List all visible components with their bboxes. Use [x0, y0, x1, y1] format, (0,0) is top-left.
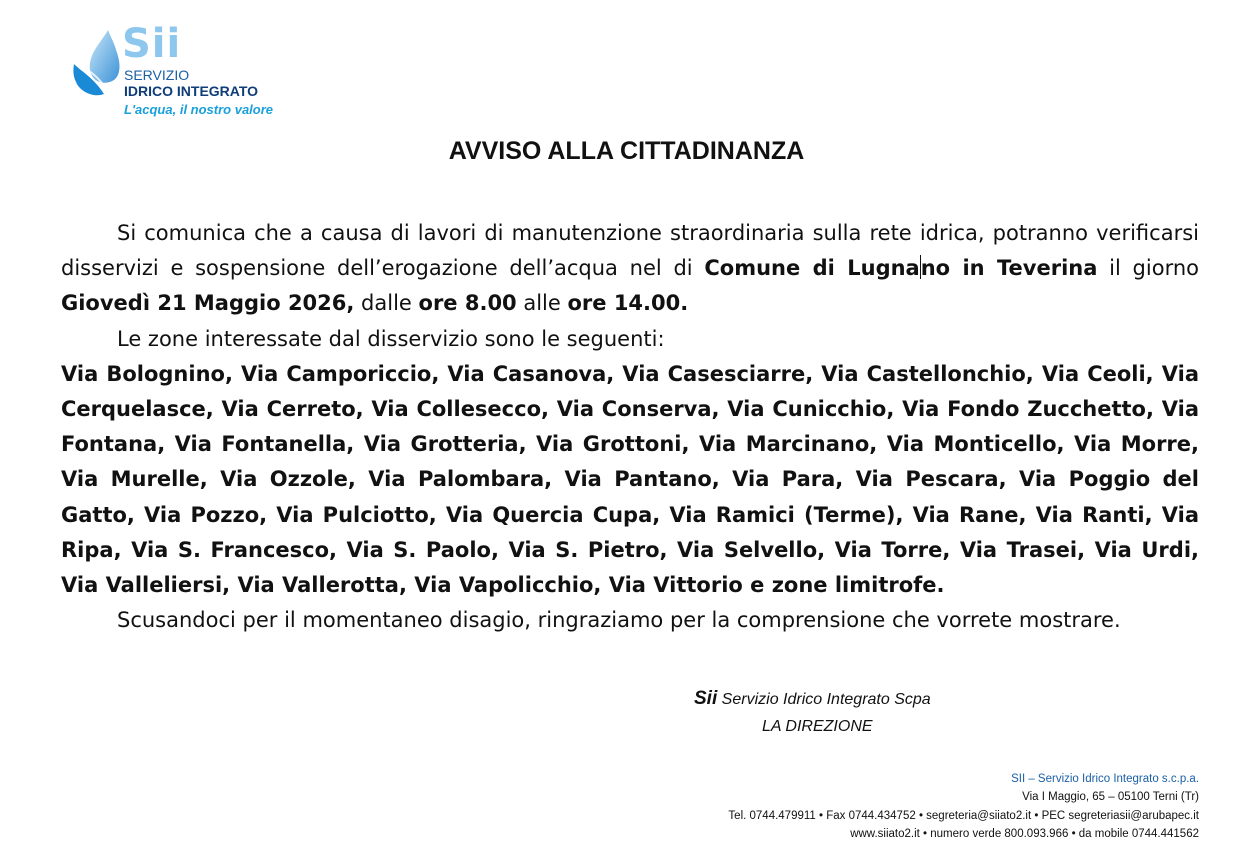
- intro-text-3: dalle: [354, 291, 419, 316]
- closing-paragraph: Scusandoci per il momentaneo disagio, ringraziamo per la comprensione che vorrete mostrare.: [117, 608, 1121, 633]
- footer-contacts: [728, 770, 1199, 844]
- logo-line2: IDRICO INTEGRATO: [124, 83, 259, 99]
- signature-company-name: Servizio Idrico Integrato Scpa: [717, 691, 931, 708]
- notice-title: AVVISO ALLA CITTADINANZA: [448, 137, 805, 165]
- start-time: ore 8.00: [418, 291, 517, 316]
- footer-address: Via I Maggio, 65 – 05100 Terni (Tr): [1022, 791, 1199, 804]
- logo-brand: Sii: [122, 21, 182, 67]
- signature-brand: Sii: [694, 688, 718, 709]
- end-time: ore 14.00.: [567, 291, 689, 316]
- logo-line1: SERVIZIO: [124, 67, 190, 83]
- footer-company: SII – Servizio Idrico Integrato s.c.p.a.: [1011, 773, 1199, 785]
- notice-body: [61, 216, 1199, 638]
- zones-intro: Le zone interessate dal disservizio sono le seguenti:: [117, 326, 665, 351]
- streets-list: Via Bolognino, Via Camporiccio, Via Casanova, Via Casesciarre, Via Castellonchio, Via Ceoli, Via Cerquelasce, Via Cerreto, Via Collesecco, Via Conserva, Via Cunicchio, Via Fondo Zucchetto, Via Fontana, Via Fontanella, Via Grotteria, Via Grottoni, Via Marcinano, Via Monticello, Via Morre, Via Murelle, Via Ozzole, Via Palombara, Via Pantano, Via Para, Via Pescara, Via Poggio del Gatto, Via Pozzo, Via Pulciotto, Via Quercia Cupa, Via Ramici (Terme), Via Rane, Via Ranti, Via Ripa, Via S. Francesco, Via S. Paolo, Via S. Pietro, Via Selvello, Via Torre, Via Trasei, Via Urdi, Via Valleliersi, Via Vallerotta, Via Vapolicchio, Via Vittorio e zone limitrofe.: [61, 361, 1199, 598]
- outage-date: Giovedì 21 Maggio 2026,: [61, 291, 355, 316]
- intro-text-4: alle: [516, 291, 568, 316]
- comune-name-part2: no in Teverina: [920, 256, 1098, 281]
- signature-company: [694, 688, 931, 710]
- comune-name-part1: Comune di Lugna: [704, 256, 920, 281]
- footer-phone-email: Tel. 0744.479911 • Fax 0744.434752 • segreteria@siiato2.it • PEC segreteriasii@arubapec.it: [728, 809, 1199, 822]
- intro-text-2: il giorno: [1097, 256, 1199, 281]
- logo-tagline: L'acqua, il nostro valore: [124, 102, 274, 117]
- water-drop-icon: [70, 28, 126, 100]
- company-logo: [70, 21, 290, 122]
- footer-web: www.siiato2.it • numero verde 800.093.966 • da mobile 0744.441562: [850, 828, 1199, 841]
- intro-paragraph: [61, 216, 1199, 322]
- intro-text: Si comunica che a causa di lavori di manutenzione straordinaria sulla rete idrica, potranno verificarsi disservizi e sospensione dell’erogazione dell’acqua nel di: [61, 221, 1199, 281]
- signature-direction: LA DIREZIONE: [762, 718, 873, 735]
